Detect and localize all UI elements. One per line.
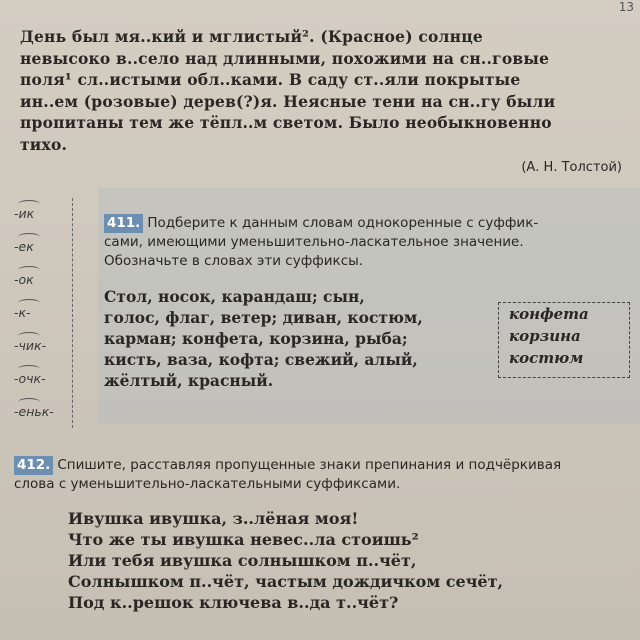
suffix-item: -ек [8,233,78,266]
poem-line: Ивушка ивушка, з..лёная моя! [68,509,359,528]
excerpt-line: невысоко в..село над длинными, похожими на сн..говые [20,48,550,68]
boxed-word: корзина [509,327,581,345]
exercise-412-poem [68,508,503,613]
word-line: Стол, носок, карандаш; сын, [104,287,365,306]
excerpt-line: пропитаны тем же тёпл..м светом. Было необыкновенно [20,113,552,132]
page-number: 13 [618,0,634,14]
poem-line: Что же ты ивушка невес..ла стоишь² [68,530,419,549]
exercise-411-words [104,286,423,391]
word-line: голос, флаг, ветер; диван, костюм, [104,308,423,327]
boxed-word: костюм [509,349,584,367]
exercise-411-instruction: 411. Подберите к данным словам однокоренные с суффик- сами, имеющими уменьшительно-ласкательное значение. Обозначьте в словах эти суффиксы. [104,215,539,269]
excerpt-line: поля¹ сл..истыми обл..ками. В саду ст..яли покрытые [20,70,521,89]
excerpt-author: (А. Н. Толстой) [521,160,622,175]
word-line: карман; конфета, корзина, рыба; [104,329,408,348]
suffix-item: -чик- [8,332,78,365]
excerpt-line: тихо. [20,134,68,154]
top-excerpt [20,26,632,155]
word-line: кисть, ваза, кофта; свежий, алый, [104,350,418,369]
suffix-item: -очк- [8,365,78,398]
word-line: жёлтый, красный. [104,371,274,390]
suffix-item: -ок [8,266,78,299]
exercise-number: 412. [14,456,53,475]
boxed-word: конфета [509,305,589,323]
exercise-412-instruction: 412. Спишите, расставляя пропущенные знаки препинания и подчёркивая слова с уменьшительно-ласкательными суффиксами. [14,457,562,492]
example-word-box [498,302,630,378]
suffix-item: -ик [8,200,78,233]
sidebar-divider [72,198,73,428]
excerpt-line: ин..ем (розовые) дерев(?)я. Неясные тени на сн..гу были [20,91,556,111]
suffix-item: -еньк- [8,398,78,431]
poem-line: Солнышком п..чёт, частым дождичком сечёт, [68,572,504,591]
suffix-sidebar [8,200,78,431]
exercise-number: 411. [104,214,143,233]
excerpt-line: День был мя..кий и мглистый². (Красное) солнце [20,27,483,46]
suffix-item: -к- [8,299,78,332]
poem-line: Или тебя ивушка солнышком п..чёт, [68,551,417,570]
poem-line: Под к..решок ключева в..да т..чёт? [68,593,399,612]
